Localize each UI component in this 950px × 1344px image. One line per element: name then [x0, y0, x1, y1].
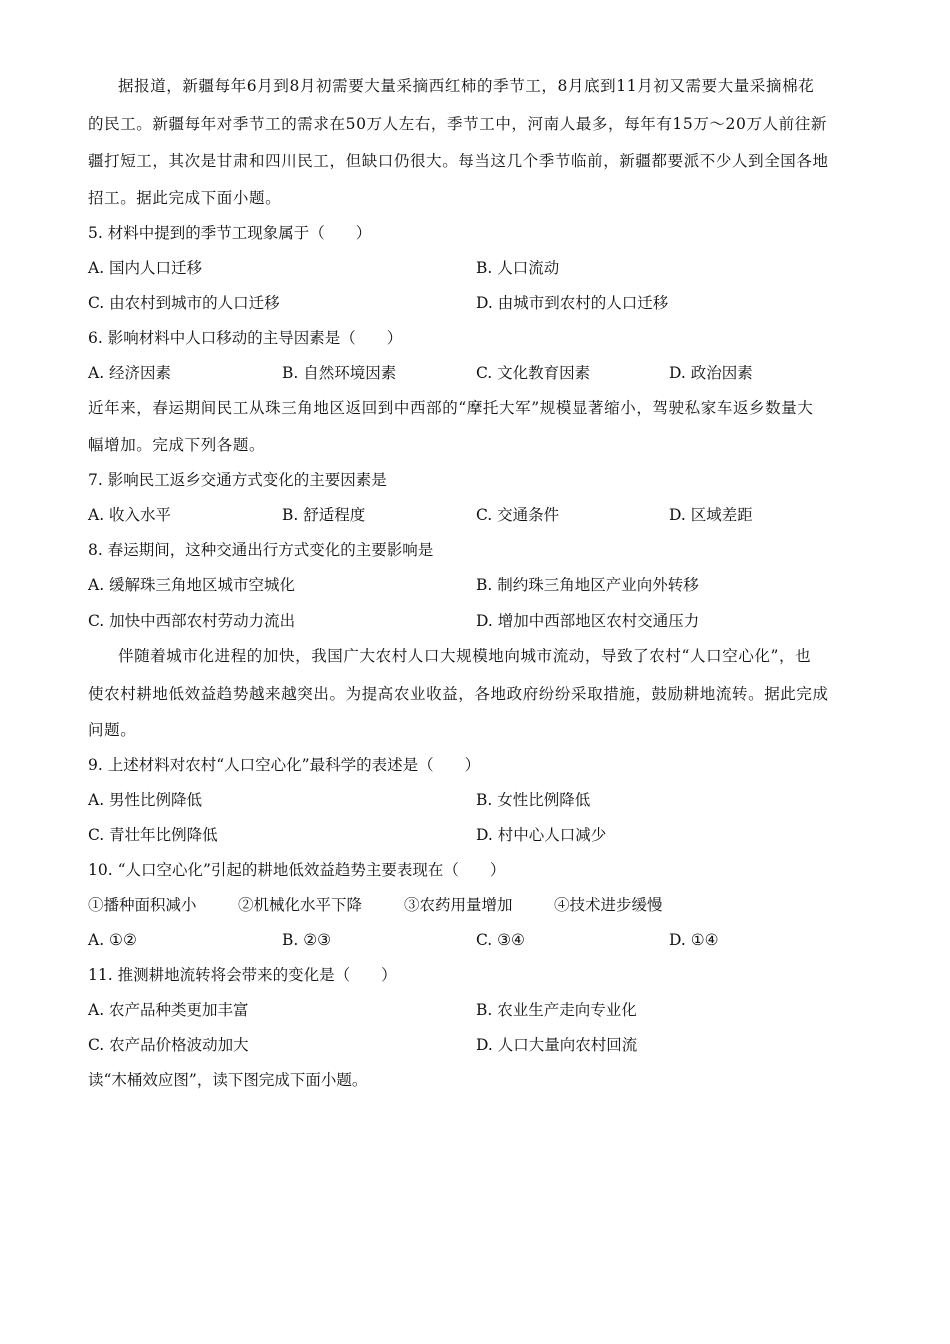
- question-8-option-a[interactable]: A. 缓解珠三角地区城市空城化: [88, 576, 296, 594]
- question-7-option-b[interactable]: B. 舒适程度: [282, 506, 366, 524]
- question-9-option-a[interactable]: A. 男性比例降低: [88, 791, 203, 809]
- passage1-line-4: 招工。据此完成下面小题。: [88, 189, 282, 207]
- question-10-stem: 10. “人口空心化”引起的耕地低效益趋势主要表现在（ ）: [88, 861, 506, 879]
- passage2-line-1: 近年来，春运期间民工从珠三角地区返回到中西部的“摩托大军”规模显著缩小，驾驶私家车返乡数量大: [88, 399, 814, 417]
- question-6-option-b[interactable]: B. 自然环境因素: [282, 364, 397, 382]
- question-6-stem: 6. 影响材料中人口移动的主导因素是（ ）: [88, 329, 403, 347]
- question-6-option-d[interactable]: D. 政治因素: [669, 364, 753, 382]
- question-5-stem: 5. 材料中提到的季节工现象属于（ ）: [88, 224, 372, 242]
- question-10-item-1: ①播种面积减小: [88, 896, 197, 914]
- question-10-option-c[interactable]: C. ③④: [476, 931, 525, 949]
- question-11-option-a[interactable]: A. 农产品种类更加丰富: [88, 1001, 249, 1019]
- question-8-stem: 8. 春运期间，这种交通出行方式变化的主要影响是: [88, 541, 434, 559]
- passage1-line-1: 据报道，新疆每年6月到8月初需要大量采摘西红柿的季节工，8月底到11月初又需要大量采摘棉花: [118, 77, 815, 95]
- question-10-option-a[interactable]: A. ①②: [88, 931, 137, 949]
- passage3-line-2: 使农村耕地低效益趋势越来越突出。为提高农业收益，各地政府纷纷采取措施，鼓励耕地流转。据此完成: [88, 685, 829, 703]
- question-9-option-c[interactable]: C. 青壮年比例降低: [88, 826, 218, 844]
- question-10-option-b[interactable]: B. ②③: [282, 931, 332, 949]
- question-11-option-b[interactable]: B. 农业生产走向专业化: [476, 1001, 637, 1019]
- question-11-option-c[interactable]: C. 农产品价格波动加大: [88, 1036, 249, 1054]
- question-7-option-d[interactable]: D. 区域差距: [669, 506, 753, 524]
- question-5-option-c[interactable]: C. 由农村到城市的人口迁移: [88, 294, 280, 312]
- question-10-item-4: ④技术进步缓慢: [554, 896, 663, 914]
- question-11-stem: 11. 推测耕地流转将会带来的变化是（ ）: [88, 966, 397, 984]
- passage1-line-3: 疆打短工，其次是甘肃和四川民工，但缺口仍很大。每当这几个季节临前，新疆都要派不少人到全国各地: [88, 152, 829, 170]
- question-7-stem: 7. 影响民工返乡交通方式变化的主要因素是: [88, 471, 387, 489]
- question-9-option-b[interactable]: B. 女性比例降低: [476, 791, 591, 809]
- question-9-option-d[interactable]: D. 村中心人口减少: [476, 826, 607, 844]
- question-10-item-3: ③农药用量增加: [404, 896, 513, 914]
- question-11-option-d[interactable]: D. 人口大量向农村回流: [476, 1036, 638, 1054]
- question-7-option-c[interactable]: C. 交通条件: [476, 506, 560, 524]
- question-6-option-c[interactable]: C. 文化教育因素: [476, 364, 591, 382]
- question-9-stem: 9. 上述材料对农村“人口空心化”最科学的表述是（ ）: [88, 756, 481, 774]
- question-7-option-a[interactable]: A. 收入水平: [88, 506, 172, 524]
- passage3-line-1: 伴随着城市化进程的加快，我国广大农村人口大规模地向城市流动，导致了农村“人口空心化”，也: [118, 647, 812, 665]
- question-10-item-2: ②机械化水平下降: [238, 896, 363, 914]
- question-6-option-a[interactable]: A. 经济因素: [88, 364, 172, 382]
- question-8-option-d[interactable]: D. 增加中西部地区农村交通压力: [476, 612, 700, 630]
- question-10-option-d[interactable]: D. ①④: [669, 931, 719, 949]
- passage2-line-2: 幅增加。完成下列各题。: [88, 436, 266, 454]
- question-5-option-b[interactable]: B. 人口流动: [476, 259, 560, 277]
- question-5-option-d[interactable]: D. 由城市到农村的人口迁移: [476, 294, 669, 312]
- question-8-option-b[interactable]: B. 制约珠三角地区产业向外转移: [476, 576, 699, 594]
- passage3-line-3: 问题。: [88, 721, 137, 739]
- question-5-option-a[interactable]: A. 国内人口迁移: [88, 259, 203, 277]
- passage1-line-2: 的民工。新疆每年对季节工的需求在50万人左右，季节工中，河南人最多，每年有15万～20万人前往新: [88, 115, 827, 133]
- question-8-option-c[interactable]: C. 加快中西部农村劳动力流出: [88, 612, 296, 630]
- figure-instruction: 读“木桶效应图”，读下图完成下面小题。: [88, 1071, 368, 1089]
